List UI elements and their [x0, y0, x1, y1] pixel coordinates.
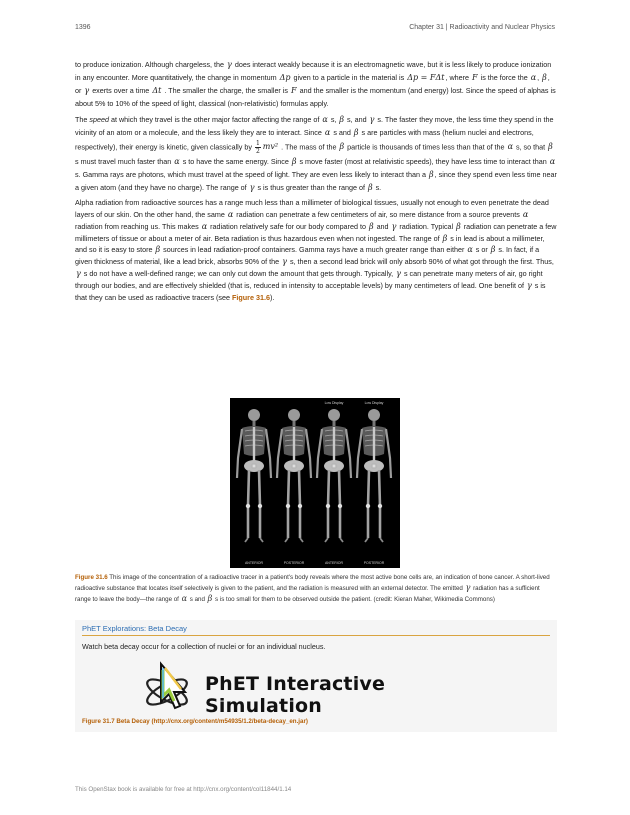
text-run: s and [189, 596, 205, 603]
math-beta: β [368, 221, 374, 231]
page-header [75, 24, 555, 36]
phet-cursor-icon [139, 658, 203, 718]
text-run: Alpha radiation from radioactive sources has a range much less than a millimeter of biological tissues, usually not enough to even penetrate the dead layers of our skin. On the other hand, the same [75, 197, 549, 219]
text-run: s, [330, 115, 337, 125]
math-gamma: γ [76, 269, 81, 279]
fraction-numerator: 1 [255, 139, 260, 147]
text-run: , or [75, 73, 550, 96]
math-alpha: α [530, 73, 537, 83]
math-alpha: α [201, 221, 208, 231]
text-run: s must travel much faster than [75, 156, 172, 166]
fraction-denominator: 2 [255, 147, 260, 155]
math-beta: β [490, 245, 496, 255]
text-run: s to have the same energy. Since [182, 156, 289, 166]
text-run: ). [269, 293, 275, 303]
phet-banner-text: PhET Interactive Simulation [205, 673, 386, 717]
text-run: given to a particle in the material is [293, 73, 405, 83]
math-beta: β [429, 169, 434, 179]
text-run: sources in lead radiation-proof containers. Gamma rays have a much greater range than either [163, 245, 465, 255]
math-alpha: α [174, 156, 180, 166]
text-run: , where [445, 73, 470, 83]
math-gamma: γ [391, 221, 397, 231]
math-gamma: γ [465, 583, 471, 592]
text-run: does interact weakly because it is an electromagnetic wave, but it is less likely to produce ionization in any encounter. More quantitatively, the change in momentum [75, 60, 552, 83]
math-beta: β [207, 594, 213, 603]
figure-31-6-link[interactable]: Figure 31.6 [232, 293, 270, 303]
bone-scan-figure [230, 398, 400, 568]
text-run: s can penetrate many meters of air, go right through our bodies, and are effectively shielded (that is, reduced in intensity to acceptable levels) by many centimeters of lead. One benefit of [75, 269, 543, 291]
math-alpha: α [227, 209, 234, 219]
math-gamma: γ [227, 60, 232, 69]
scan-label-bottom: POSTERIOR [363, 561, 385, 565]
text-run: radiation. Typical [399, 221, 454, 231]
math-gamma: γ [282, 257, 287, 267]
chapter-title: Chapter 31 | Radioactivity and Nuclear Physics [409, 24, 555, 31]
math-alpha: α [324, 128, 331, 138]
text-run: to produce ionization. Although chargeless, the [75, 60, 225, 69]
math-beta: β [367, 182, 373, 192]
math-beta: β [442, 233, 448, 243]
text-run: particle is thousands of times less than that of the [347, 141, 505, 151]
text-run: . The smaller the charge, the smaller is [164, 86, 289, 96]
text-run: s is that they can be used as radioactive tracers (see [75, 281, 546, 303]
text-run: and [376, 221, 389, 231]
text-run: s is too small for them to be observed outside the patient. (credit: Kieran Maher, Wikimedia Commons) [215, 596, 495, 603]
math-alpha: α [522, 209, 529, 219]
math-gamma: γ [249, 182, 255, 192]
math-beta: β [456, 221, 461, 231]
math-kinetic-energy: mv² [262, 141, 279, 151]
emphasis-speed: speed [89, 115, 109, 125]
phet-explorations-box [75, 620, 557, 732]
math-force: F [291, 86, 297, 96]
figure-31-7-caption-link[interactable]: Figure 31.7 Beta Decay (http://cnx.org/content/m54935/1.2/beta-decay_en.jar) [82, 718, 308, 725]
text-run: This image of the concentration of a radioactive tracer in a patient's body reveals where the most active bone cells are, an indication of bone cancer. A short-lived radioactive substance that locates itself selectively is given to the patient, and the radiation is measured with an external detector. The emitted [75, 574, 550, 592]
math-beta: β [339, 141, 345, 151]
math-beta: β [353, 128, 359, 138]
paragraph-speed [75, 113, 557, 193]
math-beta: β [155, 245, 161, 255]
text-run: s, and [347, 115, 367, 125]
phet-divider [82, 635, 550, 636]
scan-label-bottom: ANTERIOR [244, 561, 264, 565]
text-run: radiation from reaching us. This makes [75, 221, 199, 231]
text-run: radiation has a sufficient range to leave the body—the range of [75, 585, 540, 603]
math-fraction-half [255, 140, 261, 155]
math-alpha: α [322, 115, 328, 125]
math-alpha: α [549, 156, 556, 166]
scan-label-bottom: POSTERIOR [283, 561, 305, 565]
scan-label-bottom: ANTERIOR [324, 561, 344, 565]
page-number: 1396 [75, 24, 91, 31]
text-run: s, so that [515, 141, 546, 151]
text-run: radiation can penetrate a few centimeters of air, so mere distance from a source prevents [236, 209, 520, 219]
text-run: at which they travel is the other major factor affecting the range of [110, 115, 320, 125]
figure-label: Figure 31.6 [75, 574, 108, 581]
math-beta: β [339, 115, 345, 125]
text-run: s is thus greater than the range of [257, 182, 365, 192]
text-run: s move faster (most at relativistic speeds), they have less time to interact than [299, 156, 547, 166]
figure-31-6-caption [75, 573, 557, 605]
text-run: s do not have a well-defined range; we can only cut down the amount that gets through. Typically, [83, 269, 394, 279]
math-force: F [472, 73, 478, 83]
math-gamma: γ [369, 115, 375, 125]
text-run: , since they spend even less time near a given atom (and they have no charge). The range of [75, 169, 557, 192]
text-run: s or [475, 245, 488, 255]
math-delta-t: Δt [152, 86, 162, 96]
paragraph-ranges [75, 197, 557, 304]
text-run: radiation can penetrate a few millimeters of tissue or about a meter of air. Beta radiation is thus hazardous even when not ingested. The range of [75, 221, 557, 243]
text-run: is the force the [480, 73, 528, 83]
text-run: s, then a second lead brick will only absorb 90% of what got through the first. Thus, [289, 257, 554, 267]
phet-simulation-banner[interactable] [139, 658, 499, 718]
main-content [75, 58, 557, 307]
math-beta: β [548, 141, 553, 151]
math-alpha: α [181, 594, 188, 603]
text-run: s. In fact, if a given thickness of material, like a lead brick, absorbs 90% of the [75, 245, 540, 267]
math-gamma: γ [396, 269, 401, 279]
math-beta: β [291, 156, 297, 166]
scan-label-top: Low Display [324, 401, 344, 405]
scan-label-top: Low Display [364, 401, 384, 405]
text-run: s. Gamma rays are photons, which must travel at the speed of light. They are even less likely to interact than a [75, 169, 427, 179]
phet-description: Watch beta decay occur for a collection of nuclei or for an individual nucleus. [82, 642, 326, 651]
text-run: exerts over a time [92, 86, 150, 96]
text-run: s are particles with mass (helium nuclei and electrons, respectively), their energy is kinetic, given classically by [75, 128, 534, 151]
paragraph-ionization [75, 58, 557, 110]
phet-title: PhET Explorations: Beta Decay [82, 624, 187, 633]
math-delta-p: Δp [279, 73, 291, 83]
text-run: s. The faster they move, the less time they spend in the vicinity of an atom or a molecule, and the less likely they are to interact. Since [75, 115, 554, 138]
text-run: The [75, 115, 88, 125]
text-run: . The mass of the [281, 141, 337, 151]
text-run: s in lead is about a millimeter, and so it is easy to store [75, 233, 545, 255]
math-alpha: α [507, 141, 513, 151]
math-gamma: γ [526, 281, 532, 291]
math-gamma: γ [84, 86, 90, 96]
math-alpha: α [467, 245, 473, 255]
text-run: , [537, 73, 540, 83]
text-run: and the smaller is the momentum (and energy) lost. Since the speed of alphas is about 5% to 10% of the speed of light, classical (non-relativistic) formulas apply. [75, 86, 556, 109]
page-footer: This OpenStax book is available for free at http://cnx.org/content/col11844/1.14 [75, 786, 292, 793]
text-run: radiation relatively safe for our body compared to [210, 221, 366, 231]
text-run: s. [375, 182, 382, 192]
bone-scan-image [230, 398, 400, 568]
text-run: s and [333, 128, 351, 138]
math-impulse-equation: Δp = FΔt [407, 73, 445, 83]
math-beta: β [542, 73, 547, 83]
